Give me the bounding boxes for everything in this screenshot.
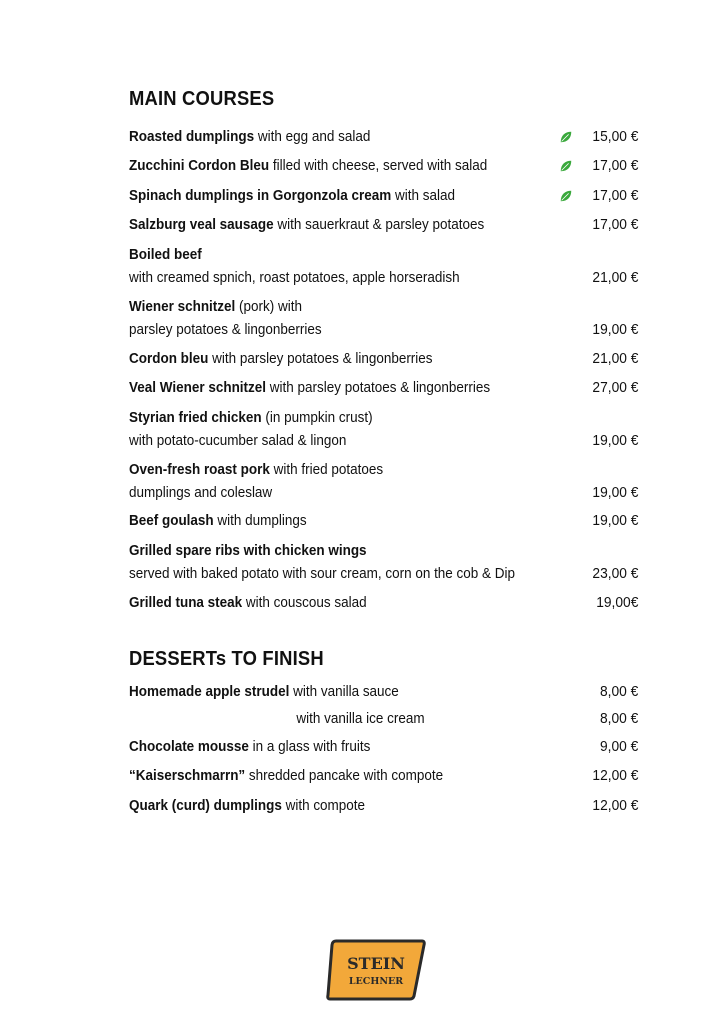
vegetarian-leaf-icon bbox=[559, 159, 573, 173]
item-price: 19,00 € bbox=[592, 433, 638, 449]
item-price: 8,00 € bbox=[599, 684, 638, 700]
item-price: 12,00 € bbox=[592, 768, 638, 784]
item-price: 19,00 € bbox=[592, 513, 638, 529]
menu-item-quark-dumplings bbox=[129, 795, 641, 818]
item-price: 27,00 € bbox=[592, 380, 638, 396]
item-name: Homemade apple strudel bbox=[129, 684, 290, 700]
menu-item-kaiserschmarrn bbox=[129, 765, 641, 788]
item-desc: (in pumpkin crust) bbox=[261, 410, 373, 426]
steinlechner-logo bbox=[326, 938, 426, 1002]
item-name: Grilled tuna steak bbox=[129, 595, 243, 611]
item-name: Roasted dumplings bbox=[129, 129, 255, 145]
item-name: Chocolate mousse bbox=[129, 739, 249, 755]
item-desc: with vanilla sauce bbox=[289, 684, 399, 700]
menu-item-spinach-dumplings bbox=[129, 185, 641, 208]
item-desc: with salad bbox=[391, 188, 455, 204]
item-price: 17,00 € bbox=[592, 188, 638, 204]
item-desc: (pork) with bbox=[235, 299, 302, 315]
item-name: Veal Wiener schnitzel bbox=[129, 380, 267, 396]
item-desc: shredded pancake with compote bbox=[245, 768, 444, 784]
item-name: “Kaiserschmarrn” bbox=[129, 768, 246, 784]
item-desc: with dumplings bbox=[213, 513, 307, 529]
vegetarian-leaf-icon bbox=[559, 130, 573, 144]
menu-item-wiener-schnitzel bbox=[129, 296, 641, 342]
item-name: Spinach dumplings in Gorgonzola cream bbox=[129, 188, 392, 204]
main-courses-title: MAIN COURSES bbox=[129, 88, 275, 110]
menu-item-salzburg-veal-sausage bbox=[129, 214, 641, 237]
item-desc-line2: with potato-cucumber salad & lingon bbox=[129, 433, 347, 449]
item-desc-line2: served with baked potato with sour cream, corn on the cob & Dip bbox=[129, 566, 516, 582]
item-name: Zucchini Cordon Bleu bbox=[129, 158, 270, 174]
item-price: 19,00€ bbox=[595, 595, 638, 611]
item-name: Boiled beef bbox=[129, 247, 202, 263]
item-price: 19,00 € bbox=[592, 322, 638, 338]
menu-item-zucchini-cordon-bleu bbox=[129, 155, 641, 178]
item-name: Styrian fried chicken bbox=[129, 410, 262, 426]
menu-item-oven-fresh-roast-pork bbox=[129, 459, 641, 505]
item-price: 12,00 € bbox=[592, 798, 638, 814]
menu-item-veal-wiener-schnitzel bbox=[129, 377, 641, 400]
item-name: Cordon bleu bbox=[129, 351, 209, 367]
menu-item-boiled-beef bbox=[129, 244, 641, 290]
item-desc: with vanilla ice cream bbox=[296, 711, 425, 727]
menu-item-roasted-dumplings bbox=[129, 126, 641, 149]
menu-item-chocolate-mousse bbox=[129, 736, 641, 759]
item-desc: with parsley potatoes & lingonberries bbox=[266, 380, 491, 396]
item-desc-line2: dumplings and coleslaw bbox=[129, 485, 273, 501]
item-name: Wiener schnitzel bbox=[129, 299, 236, 315]
item-name: Grilled spare ribs with chicken wings bbox=[129, 543, 367, 559]
item-price: 8,00 € bbox=[599, 711, 638, 727]
item-desc: with parsley potatoes & lingonberries bbox=[208, 351, 433, 367]
item-price: 15,00 € bbox=[592, 129, 638, 145]
item-price: 19,00 € bbox=[592, 485, 638, 501]
item-name: Oven-fresh roast pork bbox=[129, 462, 270, 478]
item-price: 17,00 € bbox=[592, 217, 638, 233]
item-name: Beef goulash bbox=[129, 513, 214, 529]
item-desc: with compote bbox=[281, 798, 366, 814]
item-desc-line2: parsley potatoes & lingonberries bbox=[129, 322, 322, 338]
menu-item-cordon-bleu bbox=[129, 348, 641, 371]
item-desc: with couscous salad bbox=[242, 595, 367, 611]
item-name: Salzburg veal sausage bbox=[129, 217, 274, 233]
menu-item-apple-strudel-ice-cream bbox=[129, 708, 641, 731]
logo-line2: LECHNER bbox=[348, 976, 404, 987]
menu-item-apple-strudel bbox=[129, 681, 641, 704]
item-name: Quark (curd) dumplings bbox=[129, 798, 282, 814]
desserts-title: DESSERTs TO FINISH bbox=[129, 648, 324, 670]
menu-item-styrian-fried-chicken bbox=[129, 407, 641, 453]
item-desc: filled with cheese, served with salad bbox=[269, 158, 488, 174]
item-price: 21,00 € bbox=[592, 351, 638, 367]
item-price: 23,00 € bbox=[592, 566, 638, 582]
menu-item-grilled-tuna-steak bbox=[129, 592, 641, 615]
item-price: 21,00 € bbox=[592, 270, 638, 286]
menu-item-beef-goulash bbox=[129, 510, 641, 533]
item-desc-line2: with creamed spnich, roast potatoes, apple horseradish bbox=[129, 270, 460, 286]
menu-item-grilled-spare-ribs bbox=[129, 540, 641, 586]
item-desc: with egg and salad bbox=[254, 129, 371, 145]
item-desc: with fried potatoes bbox=[269, 462, 384, 478]
vegetarian-leaf-icon bbox=[559, 189, 573, 203]
logo-line1: STEIN bbox=[347, 954, 405, 973]
item-desc: in a glass with fruits bbox=[248, 739, 371, 755]
item-price: 9,00 € bbox=[599, 739, 638, 755]
item-desc: with sauerkraut & parsley potatoes bbox=[273, 217, 485, 233]
item-price: 17,00 € bbox=[592, 158, 638, 174]
